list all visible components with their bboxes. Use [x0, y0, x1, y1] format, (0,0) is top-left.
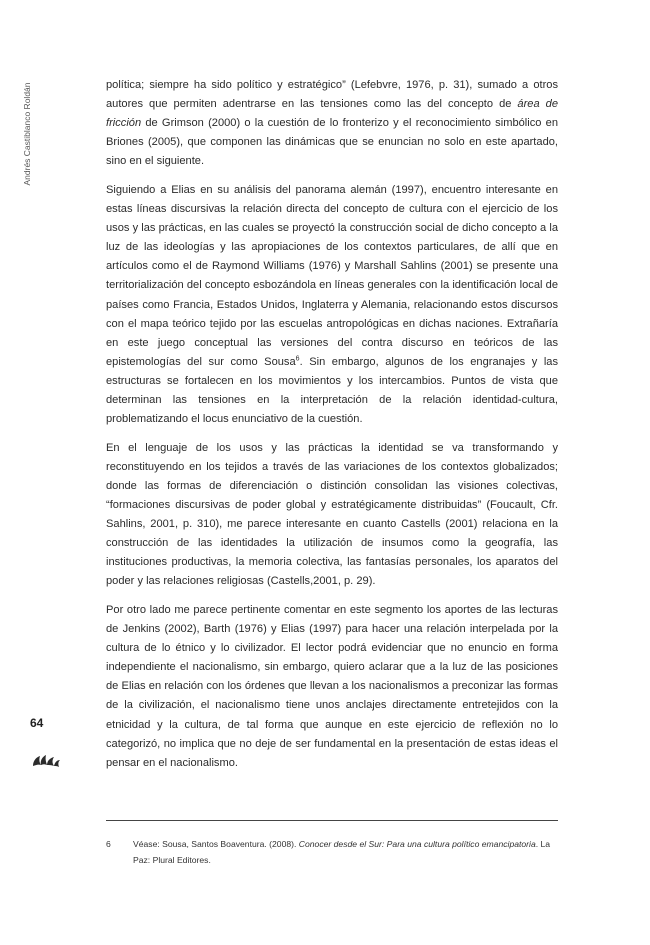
- paragraph: [106, 76, 558, 171]
- paragraph: [106, 439, 558, 591]
- text-span: Por otro lado me parece pertinente comentar en este segmento los aportes de las lecturas de Jenkins (2002), Barth (1976) y Elias (1997) para hacer una relación interpelada por la cultura de lo étnico y lo civilizador. El lector podrá evidenciar que no enuncio en forma independiente el nacionalismo, sin embargo, quiero aclarar que a la luz de las posiciones de Elias en relación con los órdenes que llevan a los nacionalismos a preconizar las formas de la civilización, el nacionalismo tiene unos anclajes directamente entretejidos con la etnicidad y la cultura, de tal forma que aunque en este ejercicio de reflexión no lo categorizó, no implica que no deje de ser fundamental en la presentación de estas ideas el pensar en el nacionalismo.: [106, 604, 558, 769]
- paragraph: [106, 181, 558, 429]
- page-number: 64: [30, 716, 44, 730]
- text-span: . Sin embargo, algunos de los engranajes y las estructuras se fortalecen en los movimientos y los intercambios. Puntos de vista que determinan las tensiones en la interpretación de la relación identidad-cultura, problematizando el locus enunciativo de la cuestión.: [106, 355, 558, 425]
- footnote: [106, 836, 558, 868]
- body-text: [106, 76, 558, 783]
- text-span: de Grimson (2000) o la cuestión de lo fronterizo y el reconocimiento simbólico en Briones (2005), que componen las dinámicas que se enuncian no solo en este apartado, sino en el siguiente.: [106, 117, 558, 168]
- text-span: Siguiendo a Elias en su análisis del panorama alemán (1997), encuentro interesante en estas líneas discursivas la relación directa del concepto de cultura con el ejercicio de los usos y las prácticas, en las cuales se proyectó la construcción social de dicho concepto a la luz de las ideologías y las apropiaciones de los contextos particulares, de allí que en artículos como el de Raymond Williams (1976) y Marshall Sahlins (2001) se presente una territorialización del concepto esbozándola en líneas generales con la identificación local de países como Francia, Estados Unidos, Inglaterra y Alemania, relacionando estos discursos con el mapa teórico tejido por las escuelas antropológicas en dichas naciones. Extrañaría en este juego conceptual las versiones del contra discurso en teóricos de las epistemologías del sur como Sousa: [106, 184, 558, 368]
- paragraph: [106, 601, 558, 772]
- text-span: . La Paz: Plural Editores.: [133, 839, 551, 865]
- footnote-divider: [106, 820, 558, 821]
- text-span: Véase: Sousa, Santos Boaventura. (2008).: [133, 839, 299, 849]
- footnote-reference: 6: [295, 354, 300, 362]
- footnote-number: 6: [106, 839, 111, 849]
- leaf-flourish-icon: [31, 752, 61, 770]
- running-head-author: Andrés Castiblanco Roldán: [22, 82, 32, 186]
- italic-span: área de fricción: [106, 98, 558, 130]
- text-span: política; siempre ha sido político y estratégico” (Lefebvre, 1976, p. 31), sumado a otros autores que permiten adentrarse en las tensiones como las del concepto de: [106, 79, 558, 111]
- italic-span: Conocer desde el Sur: Para una cultura político emancipatoria: [298, 839, 536, 849]
- text-span: En el lenguaje de los usos y las prácticas la identidad se va transformando y reconstituyendo en los tejidos a través de las variaciones de los contextos globalizados; donde las formas de diferenciación o distinción consolidan las visiones colectivas, “formaciones discursivas de poder global y estratégicamente distribuidas” (Foucault, Cfr. Sahlins, 2001, p. 310), me parece interesante en cuanto Castells (2001) relaciona en la construcción de las identidades la utilización de insumos como la geografía, las instituciones productivas, la memoria colectiva, las fantasías personales, los aparatos del poder y las relaciones religiosas (Castells,2001, p. 29).: [106, 441, 558, 588]
- footnote-text: [133, 836, 558, 868]
